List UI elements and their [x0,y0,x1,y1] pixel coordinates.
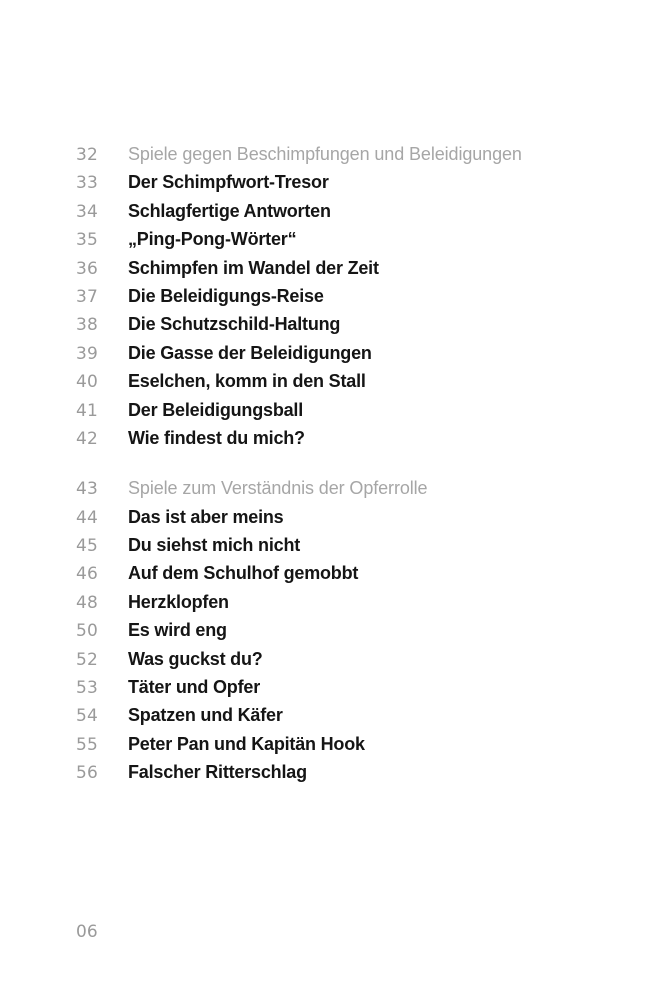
toc-entry [76,197,636,225]
toc-entry [76,588,636,616]
entry-title: Falscher Ritterschlag [128,762,307,783]
toc-entry [76,254,636,282]
table-of-contents [76,140,636,787]
page-number: 41 [76,400,99,421]
toc-entry [76,282,636,310]
page-number: 45 [76,536,99,557]
page-number: 56 [76,763,99,784]
page-number: 52 [76,649,99,670]
entry-title: Auf dem Schulhof gemobbt [128,563,359,584]
page-number: 33 [76,173,99,194]
entry-title: Das ist aber meins [128,506,284,527]
entry-title: Der Beleidigungsball [128,399,304,420]
section-title: Spiele zum Verständnis der Opferrolle [128,478,428,499]
page-number: 46 [76,564,99,585]
page-number: 32 [76,145,99,165]
entry-title: Du siehst mich nicht [128,535,301,556]
page-number: 40 [76,372,99,393]
toc-entry [76,168,636,196]
entry-title: Es wird eng [128,620,227,641]
toc-entry [76,339,636,367]
entry-title: Was guckst du? [128,648,263,669]
entry-title: Die Beleidigungs-Reise [128,285,324,306]
page-number: 39 [76,343,99,364]
entry-title: „Ping-Pong-Wörter“ [128,229,297,250]
entry-title: Der Schimpfwort-Tresor [128,172,329,193]
page-number: 42 [76,428,99,449]
entry-title: Peter Pan und Kapitän Hook [128,733,365,754]
entry-title: Täter und Opfer [128,677,261,698]
toc-entry [76,701,636,729]
page-number: 37 [76,286,99,307]
toc-entry [76,645,636,673]
toc-entry [76,559,636,587]
page-number: 50 [76,621,99,642]
toc-entry [76,310,636,338]
page-number: 38 [76,315,99,336]
toc-entry [76,424,636,452]
page-number: 54 [76,706,99,727]
page-number: 55 [76,734,99,755]
entry-title: Die Schutzschild-Haltung [128,314,341,335]
section-heading [76,140,636,168]
entry-title: Herzklopfen [128,591,229,612]
entry-title: Wie findest du mich? [128,427,305,448]
toc-entry [76,616,636,644]
page-number: 53 [76,678,99,699]
toc-entry [76,531,636,559]
page-folio: 06 [76,922,98,942]
entry-title: Schimpfen im Wandel der Zeit [128,257,379,278]
page-number: 43 [76,479,99,500]
toc-entry [76,673,636,701]
page-number: 44 [76,507,99,528]
page-number: 36 [76,258,99,279]
toc-section-insults [76,140,636,452]
entry-title: Schlagfertige Antworten [128,200,331,221]
section-title: Spiele gegen Beschimpfungen und Beleidigungen [128,144,522,164]
section-heading [76,474,636,502]
toc-entry [76,367,636,395]
toc-entry [76,225,636,253]
page-number: 48 [76,592,99,613]
toc-entry [76,730,636,758]
entry-title: Eselchen, komm in den Stall [128,371,366,392]
page-number: 34 [76,201,99,222]
page-number: 35 [76,230,99,251]
toc-entry [76,758,636,786]
toc-section-victim-role [76,474,636,786]
entry-title: Die Gasse der Beleidigungen [128,342,372,363]
entry-title: Spatzen und Käfer [128,705,283,726]
toc-entry [76,396,636,424]
toc-entry [76,503,636,531]
